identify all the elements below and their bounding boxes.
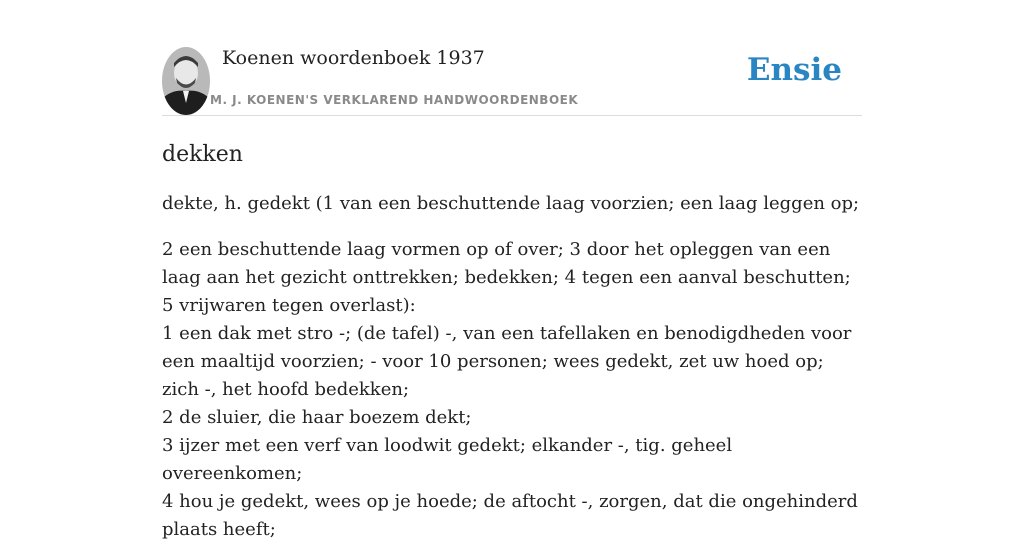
dictionary-subtitle: M. J. KOENEN'S VERKLAREND HANDWOORDENBOEK <box>210 93 579 107</box>
page <box>162 0 862 544</box>
author-portrait <box>162 47 210 115</box>
dictionary-header <box>162 46 862 116</box>
definition-line: 4 hou je gedekt, wees op je hoede; de aftocht -, zorgen, dat die ongehinderd plaats heeft; <box>162 491 858 540</box>
definition-line: dekte, h. gedekt (1 van een beschuttende laag voorzien; een laag leggen op; <box>162 193 860 214</box>
definition <box>162 190 862 544</box>
definition-line: 2 de sluier, die haar boezem dekt; <box>162 407 472 428</box>
definition-line: 1 een dak met stro -; (de tafel) -, van een tafellaken en benodigdheden voor een maaltijd voorzien; - voor 10 personen; wees gedekt, zet uw hoed op; zich -, het hoofd bedekken; <box>162 323 852 400</box>
headword: dekken <box>162 142 243 167</box>
definition-line: 2 een beschuttende laag vormen op of over; 3 door het opleggen van een laag aan het gezicht onttrekken; bedekken; 4 tegen een aanval beschutten; 5 vrijwaren tegen overlast): <box>162 239 851 316</box>
ensie-logo[interactable]: Ensie <box>746 52 842 88</box>
definition-line: 3 ijzer met een verf van loodwit gedekt; elkander -, tig. geheel overeenkomen; <box>162 435 733 484</box>
dictionary-title[interactable]: Koenen woordenboek 1937 <box>222 47 485 69</box>
